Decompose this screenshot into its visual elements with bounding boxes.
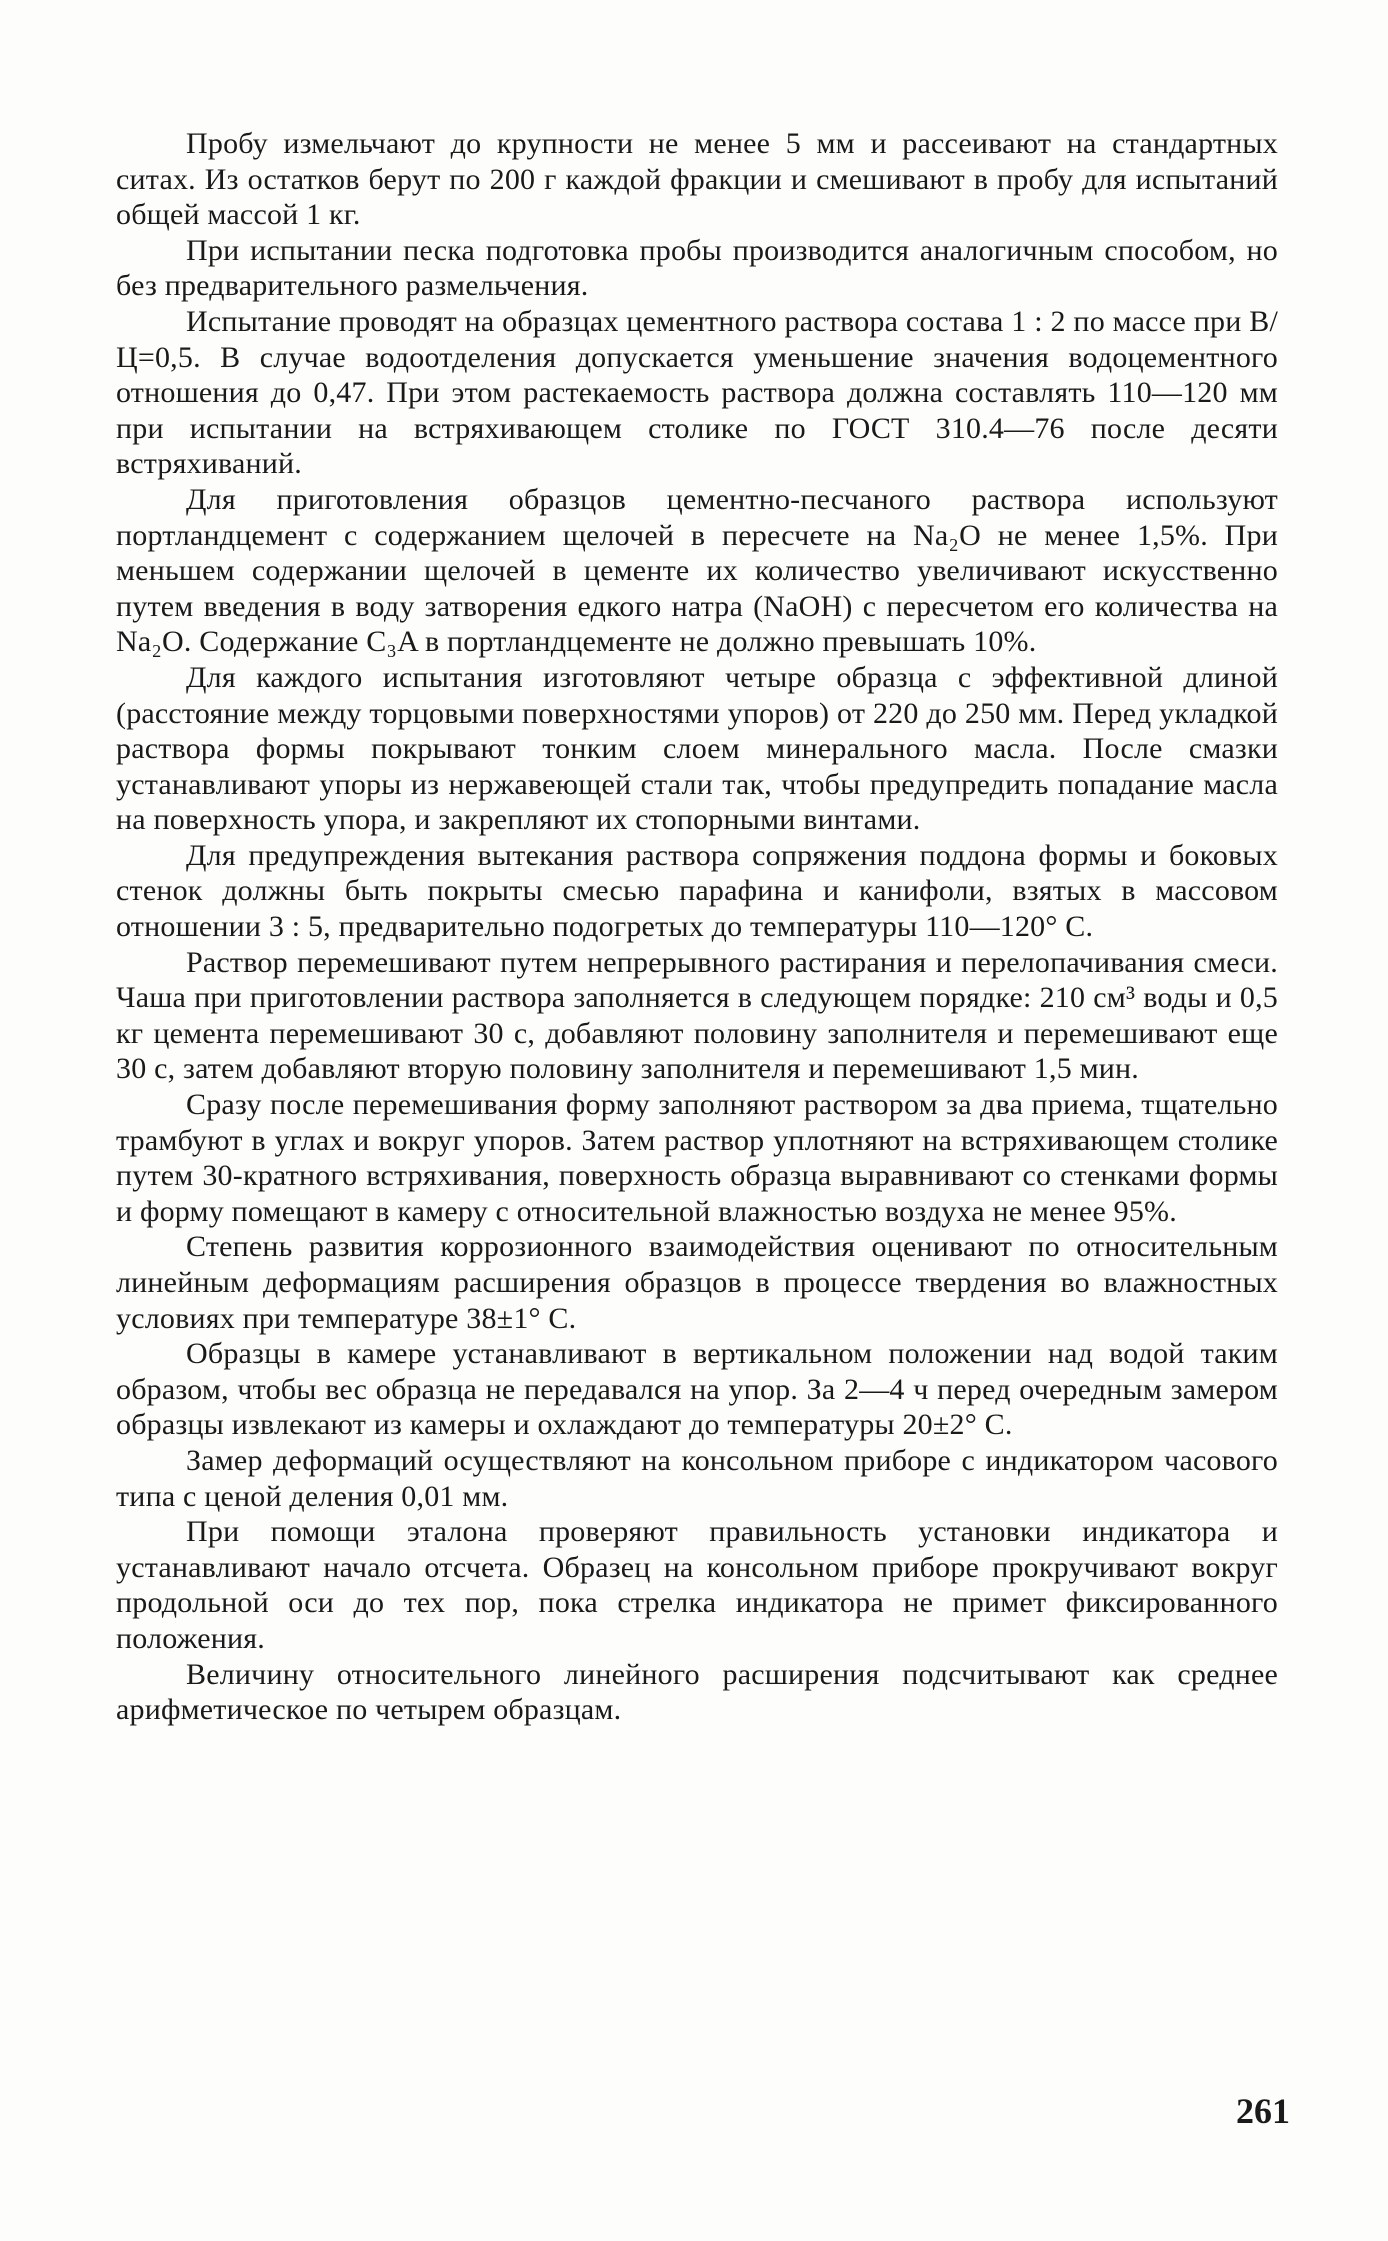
- paragraph-13: Величину относительного линейного расширения подсчитывают как среднее арифметическое по четырем образцам.: [116, 1657, 1278, 1727]
- paragraph-6: Для предупреждения вытекания раствора сопряжения поддона формы и боковых стенок должны быть покрыты смесью парафина и канифоли, взятых в массовом отношении 3 : 5, предварительно подогретых до температуры 110—120° С.: [116, 838, 1278, 944]
- paragraph-10: Образцы в камере устанавливают в вертикальном положении над водой таким образом, чтобы вес образца не передавался на упор. За 2—4 ч перед очередным замером образцы извлекают из камеры и охлаждают до температуры 20±2° С.: [116, 1337, 1278, 1442]
- paragraph-9: Степень развития коррозионного взаимодействия оценивают по относительным линейным деформациям расширения образцов в процессе твердения во влажностных условиях при температуре 38±1° С.: [116, 1230, 1278, 1335]
- paragraph-4: Для приготовления образцов цементно-песчаного раствора используют портландцемент с содержанием щелочей в пересчете на Na₂O не менее 1,5%. При меньшем содержании щелочей в цементе их количество увеличивают искусственно путем введения в воду затворения едкого натра (NaOH) с пересчетом его количества на Na₂O. Содержание C₃A в портландцементе не должно превышать 10%.: [116, 482, 1278, 659]
- paragraph-7: Раствор перемешивают путем непрерывного растирания и перелопачивания смеси. Чаша при приготовлении раствора заполняется в следующем порядке: 210 см³ воды и 0,5 кг цемента перемешивают 30 с, добавляют половину заполнителя и перемешивают еще 30 с, затем добавляют вторую половину заполнителя и перемешивают 1,5 мин.: [116, 945, 1278, 1086]
- paragraph-3: Испытание проводят на образцах цементного раствора состава 1 : 2 по массе при В/Ц=0,5. В случае водоотделения допускается уменьшение значения водоцементного отношения до 0,47. При этом растекаемость раствора должна составлять 110—120 мм при испытании на встряхивающем столике по ГОСТ 310.4—76 после десяти встряхиваний.: [116, 304, 1278, 481]
- body-text: [116, 126, 1278, 1728]
- page-number: 261: [1236, 2091, 1290, 2131]
- paragraph-2: При испытании песка подготовка пробы производится аналогичным способом, но без предварительного размельчения.: [116, 233, 1278, 303]
- paragraph-8: Сразу после перемешивания форму заполняют раствором за два приема, тщательно трамбуют в углах и вокруг упоров. Затем раствор уплотняют на встряхивающем столике путем 30-кратного встряхивания, поверхность образца выравнивают со стенками формы и форму помещают в камеру с относительной влажностью воздуха не менее 95%.: [116, 1088, 1278, 1228]
- paragraph-12: При помощи эталона проверяют правильность установки индикатора и устанавливают начало отсчета. Образец на консольном приборе прокручивают вокруг продольной оси до тех пор, пока стрелка индикатора не примет фиксированного положения.: [116, 1515, 1278, 1655]
- paragraph-5: Для каждого испытания изготовляют четыре образца с эффективной длиной (расстояние между торцовыми поверхностями упоров) от 220 до 250 мм. Перед укладкой раствора формы покрывают тонким слоем минерального масла. После смазки устанавливают упоры из нержавеющей стали так, чтобы предупредить попадание масла на поверхность упора, и закрепляют их стопорными винтами.: [116, 660, 1278, 837]
- paragraph-11: Замер деформаций осуществляют на консольном приборе с индикатором часового типа с ценой деления 0,01 мм.: [116, 1443, 1278, 1513]
- paragraph-1: Пробу измельчают до крупности не менее 5 мм и рассеивают на стандартных ситах. Из остатков берут по 200 г каждой фракции и смешивают в пробу для испытаний общей массой 1 кг.: [116, 127, 1278, 232]
